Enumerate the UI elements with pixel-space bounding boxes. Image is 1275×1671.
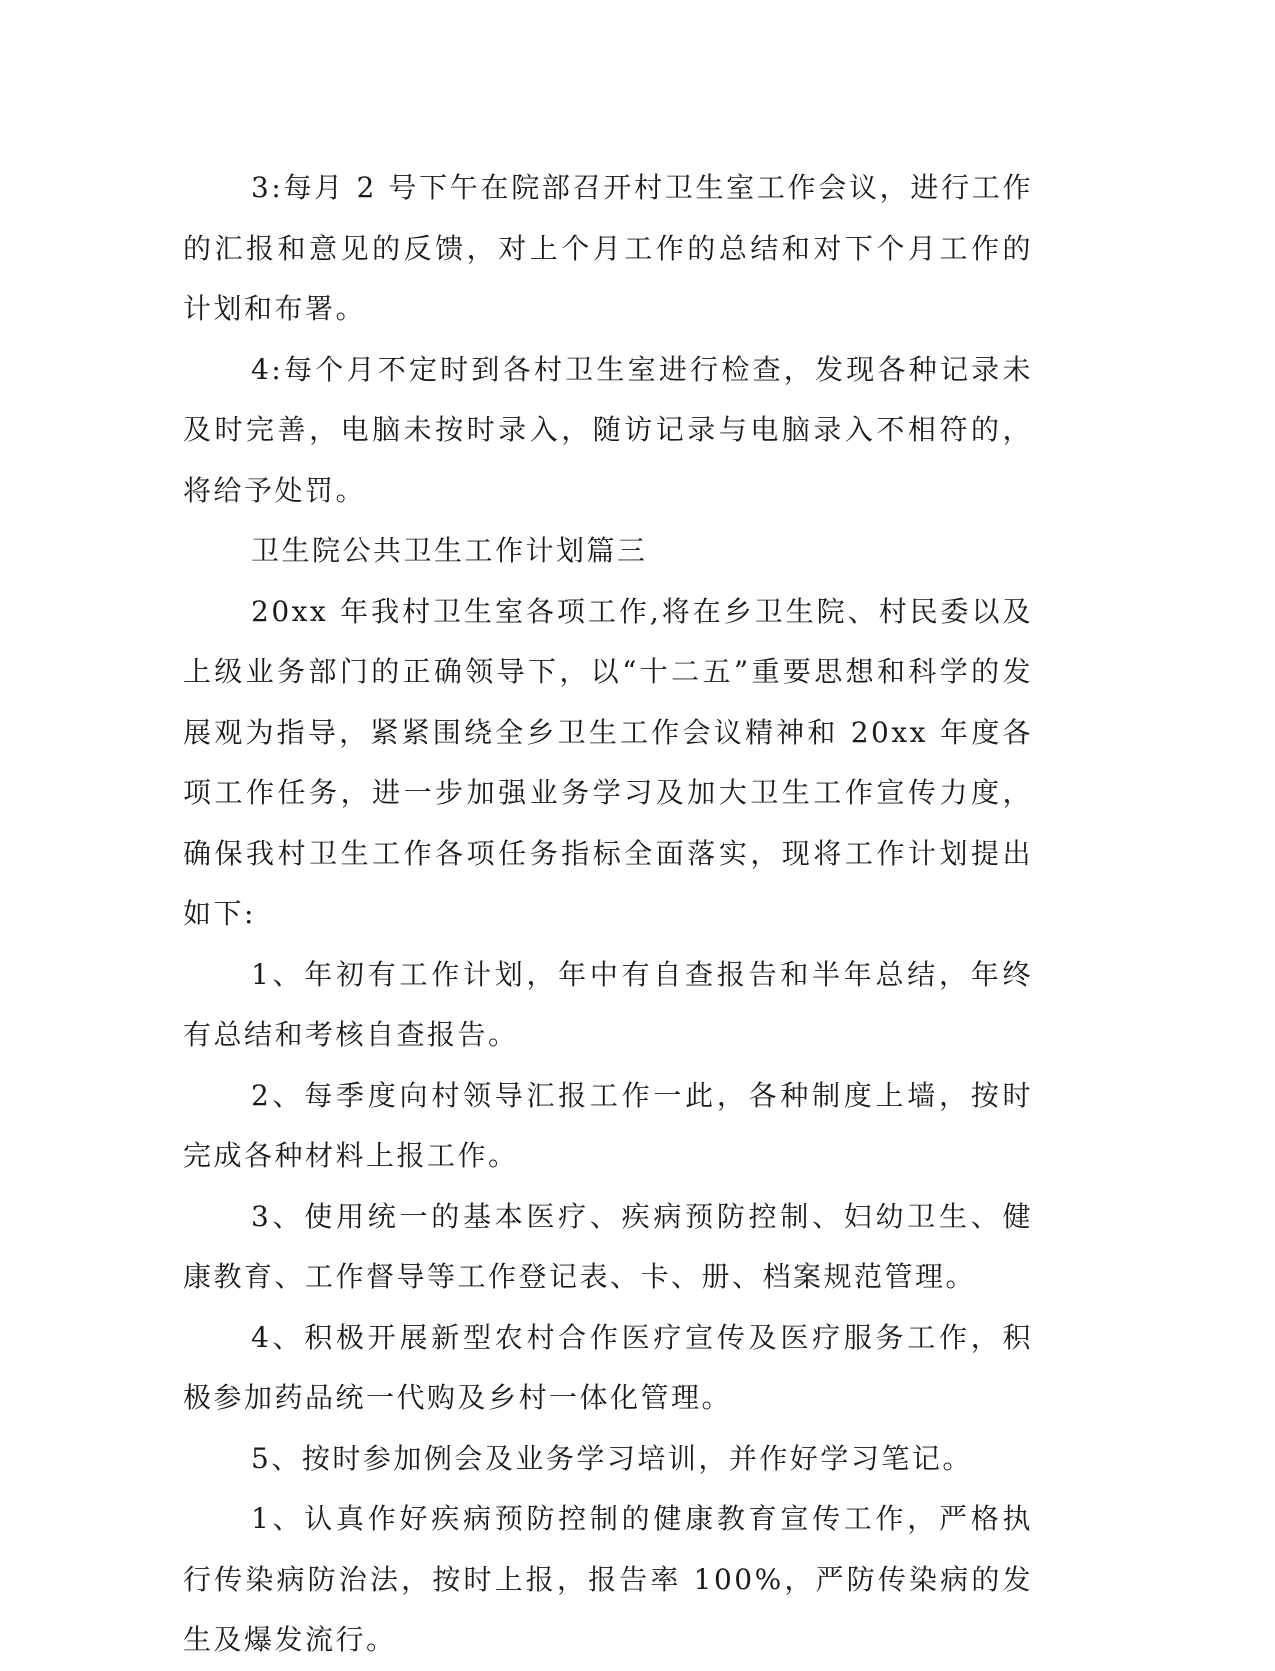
paragraph-item-1-disease-control: 1、认真作好疾病预防控制的健康教育宣传工作，严格执行传染病防治法，按时上报，报告率 100%，严防传染病的发生及爆发流行。: [183, 1502, 1033, 1656]
paragraph-item-3-meeting: 3:每月 2 号下午在院部召开村卫生室工作会议，进行工作的汇报和意见的反馈，对上个月工作的总结和对下个月工作的计划和布署。: [183, 171, 1033, 325]
paragraph-item-4-insurance: 4、积极开展新型农村合作医疗宣传及医疗服务工作，积极参加药品统一代购及乡村一体化管理。: [183, 1320, 1033, 1414]
paragraph-item-4-inspection: 4:每个月不定时到各村卫生室进行检查，发现各种记录未及时完善，电脑未按时录入，随访记录与电脑录入不相符的，将给予处罚。: [183, 352, 1033, 507]
document-body: [183, 158, 1033, 1671]
paragraph-intro: 20xx 年我村卫生室各项工作,将在乡卫生院、村民委以及上级业务部门的正确领导下，以“十二五”重要思想和科学的发展观为指导，紧紧围绕全乡卫生工作会议精神和 20xx 年度各项工作任务，进一步加强业务学习及加大卫生工作宣传力度，确保我村卫生工作各项任务指标全面落实，现将工作计划提出如下:: [183, 594, 1033, 930]
paragraph-item-2-report: 2、每季度向村领导汇报工作一此，各种制度上墙，按时完成各种材料上报工作。: [183, 1078, 1033, 1172]
paragraph-item-3-records: 3、使用统一的基本医疗、疾病预防控制、妇幼卫生、健康教育、工作督导等工作登记表、卡、册、档案规范管理。: [183, 1199, 1033, 1293]
paragraph-item-5-training: 5、按时参加例会及业务学习培训，并作好学习笔记。: [251, 1441, 973, 1475]
section-heading: 卫生院公共卫生工作计划篇三: [251, 534, 648, 567]
paragraph-item-1-plan: 1、年初有工作计划，年中有自查报告和半年总结，年终有总结和考核自查报告。: [183, 957, 1033, 1051]
